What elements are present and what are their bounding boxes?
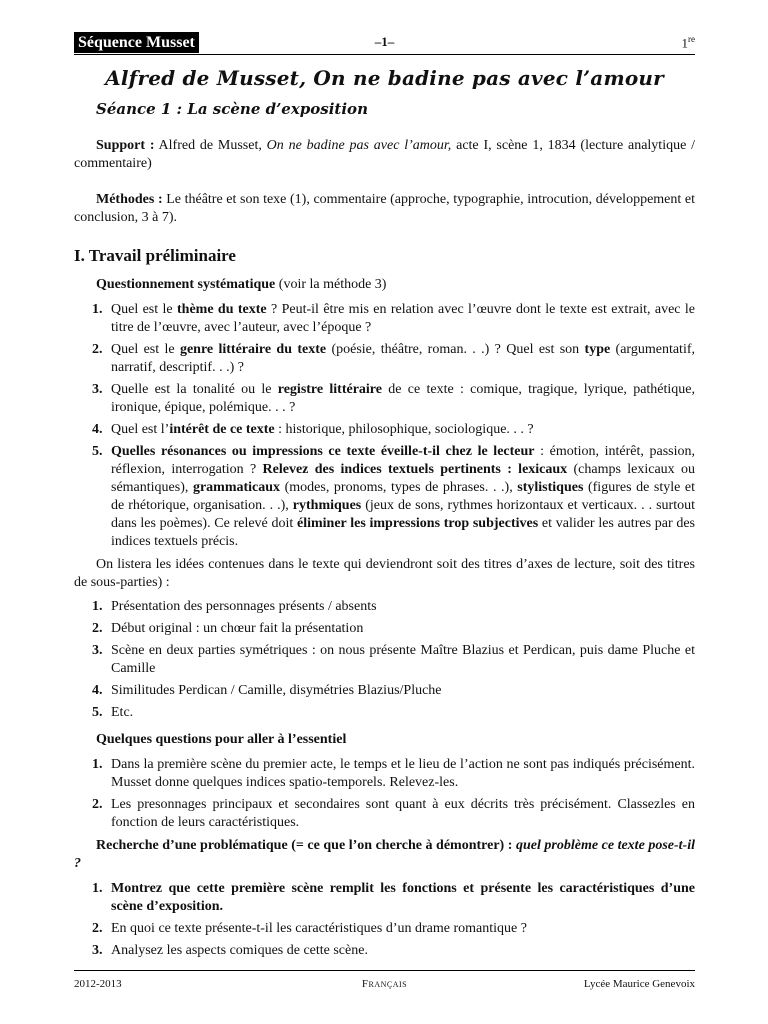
list-item	[74, 920, 695, 938]
class-level	[682, 34, 696, 51]
questionnement-note: (voir la méthode 3)	[275, 277, 387, 292]
list-item	[74, 381, 695, 417]
sequence-label: Séquence Musset	[74, 32, 199, 53]
list-number: 5.	[92, 705, 103, 720]
list-keyword: type	[584, 342, 611, 357]
methodes-label: Méthodes :	[96, 192, 163, 207]
list-text: (argumentatif, narratif, descriptif. . .) ?	[111, 342, 695, 375]
list-text: ? Peut-il être mis en relation avec l’œuvre dont le texte est extrait, avec le titre de l’œuvre, avec l’auteur, avec l’époque ?	[111, 302, 695, 335]
list-number: 1.	[92, 757, 103, 772]
list-number: 3.	[92, 382, 103, 397]
list-keyword: stylistiques	[517, 480, 584, 495]
list-item	[74, 421, 695, 439]
list-item	[74, 942, 695, 960]
list-item	[74, 796, 695, 832]
problematique-heading	[74, 837, 695, 873]
list-text: Similitudes Perdican / Camille, disymétries Blazius/Pluche	[111, 683, 442, 698]
list-text: de ce texte : comique, tragique, lyrique, pathétique, ironique, épique, polémique. . . ?	[111, 382, 696, 415]
list-keyword: genre littéraire du texte	[179, 342, 327, 357]
essentiel-heading	[74, 731, 695, 749]
list-number: 3.	[92, 943, 103, 958]
list-text: : historique, philosophique, sociologique. . . ?	[274, 422, 534, 437]
list-text: Début original : un chœur fait la présentation	[111, 621, 364, 636]
list-number: 1.	[92, 599, 103, 614]
document-title: Alfred de Musset, On ne badine pas avec l’amour	[105, 66, 664, 90]
list-keyword: rythmiques	[292, 498, 362, 513]
support-label: Support :	[96, 138, 155, 153]
list-item	[74, 598, 695, 616]
list-number: 5.	[92, 444, 103, 459]
essentiel-list	[74, 756, 695, 832]
list-number: 1.	[92, 302, 103, 317]
list-text: Quel est le	[111, 342, 180, 357]
list-item	[74, 880, 695, 916]
document-page	[74, 0, 695, 1024]
list-number: 3.	[92, 643, 103, 658]
ideas-list	[74, 598, 695, 722]
list-number: 1.	[92, 881, 103, 896]
list-text: (figures de style et de rhétorique, organisation. . .),	[111, 480, 696, 513]
list-text: (jeux de sons, rythmes horizontaux et verticaux. . . surtout dans les poèmes). Ce relevé doit	[111, 498, 695, 531]
list-text: (poésie, théâtre, roman. . .) ? Quel est son	[326, 342, 585, 357]
seance-subtitle: Séance 1 : La scène d’exposition	[96, 100, 368, 118]
list-text: Les presonnages principaux et secondaires sont quant à eux décrits très précisément. Classezles en fonction de leurs caractéristiques.	[111, 797, 695, 830]
list-item	[74, 341, 695, 377]
list-text: Etc.	[111, 705, 134, 720]
list-item	[74, 704, 695, 722]
running-footer	[74, 978, 695, 994]
list-text: Quel est le	[111, 302, 178, 317]
methodes-paragraph	[74, 191, 695, 227]
header-rule	[74, 54, 695, 55]
list-text: Montrez que cette première scène remplit les fonctions et présente les caractéristiques d’une scène d’exposition.	[111, 881, 695, 914]
list-number: 2.	[92, 797, 103, 812]
list-keyword: éliminer les impressions trop subjectives	[296, 516, 539, 531]
list-item	[74, 443, 695, 551]
list-text: Présentation des personnages présents / absents	[111, 599, 377, 614]
problematique-label: Recherche d’une problématique (= ce que l’on cherche à démontrer) :	[96, 838, 516, 853]
list-number: 2.	[92, 921, 103, 936]
list-keyword: Quelles résonances ou impressions ce texte éveille-t-il chez le lecteur	[111, 444, 535, 459]
footer-school: Lycée Maurice Genevoix	[583, 978, 695, 990]
list-item	[74, 756, 695, 792]
list-keyword: intérêt de ce texte	[169, 422, 275, 437]
support-text-2: acte I, scène 1, 1834 (lecture analytique / commentaire)	[74, 138, 695, 171]
problematique-question: quel problème ce texte pose-t-il ?	[74, 838, 695, 871]
questionnement-heading	[74, 276, 695, 294]
list-keyword: thème du texte	[177, 302, 267, 317]
list-text: Analysez les aspects comiques de cette scène.	[111, 943, 368, 958]
footer-rule	[74, 970, 695, 971]
list-keyword: grammaticaux	[192, 480, 281, 495]
list-text: (champs lexicaux ou sémantiques),	[111, 462, 695, 495]
footer-year: 2012-2013	[74, 978, 122, 990]
running-header	[74, 32, 695, 54]
footer-subject: Français	[361, 978, 408, 990]
class-level-suffix: re	[688, 34, 695, 44]
list-keyword: registre littéraire	[277, 382, 382, 397]
support-work-title: On ne badine pas avec l’amour,	[266, 138, 452, 153]
list-item	[74, 642, 695, 678]
page-number: –1–	[374, 34, 395, 49]
listing-intro: On listera les idées contenues dans le texte qui deviendront soit des titres d’axes de lecture, soit des titres de sous-parties) :	[74, 557, 695, 590]
list-number: 2.	[92, 621, 103, 636]
list-item	[74, 682, 695, 700]
questions-list	[74, 301, 695, 551]
list-text: Dans la première scène du premier acte, le temps et le lieu de l’action ne sont pas indiqués précisément. Musset donne quelques indices spatio-temporels. Relevez-les.	[111, 757, 695, 790]
list-number: 2.	[92, 342, 103, 357]
list-text: En quoi ce texte présente-t-il les caractéristiques d’un drame romantique ?	[111, 921, 527, 936]
list-text: : émotion, intérêt, passion, réflexion, interrogation ?	[111, 444, 695, 477]
section-heading: I. Travail préliminaire	[74, 246, 236, 265]
support-paragraph	[74, 137, 695, 173]
list-text: (modes, pronoms, types de phrases. . .),	[280, 480, 518, 495]
essentiel-label: Quelques questions pour aller à l’essentiel	[96, 732, 347, 747]
questionnement-label: Questionnement systématique	[96, 277, 276, 292]
problematique-list	[74, 880, 695, 960]
list-item	[74, 620, 695, 638]
list-number: 4.	[92, 683, 103, 698]
support-text-1: Alfred de Musset,	[154, 138, 267, 153]
list-number: 4.	[92, 422, 103, 437]
list-keyword: Relevez des indices textuels pertinents : lexicaux	[262, 462, 568, 477]
list-text: Scène en deux parties symétriques : on nous présente Maître Blazius et Perdican, puis dame Pluche et Camille	[111, 643, 695, 676]
methodes-text: Le théâtre et son texe (1), commentaire (approche, typographie, introcution, développement et conclusion, 3 à 7).	[74, 192, 695, 225]
list-text: et valider les autres par des indices textuels précis.	[111, 516, 695, 549]
list-item	[74, 301, 695, 337]
list-text: Quelle est la tonalité ou le	[111, 382, 278, 397]
list-text: Quel est l’	[111, 422, 170, 437]
class-level-number: 1	[681, 35, 688, 51]
